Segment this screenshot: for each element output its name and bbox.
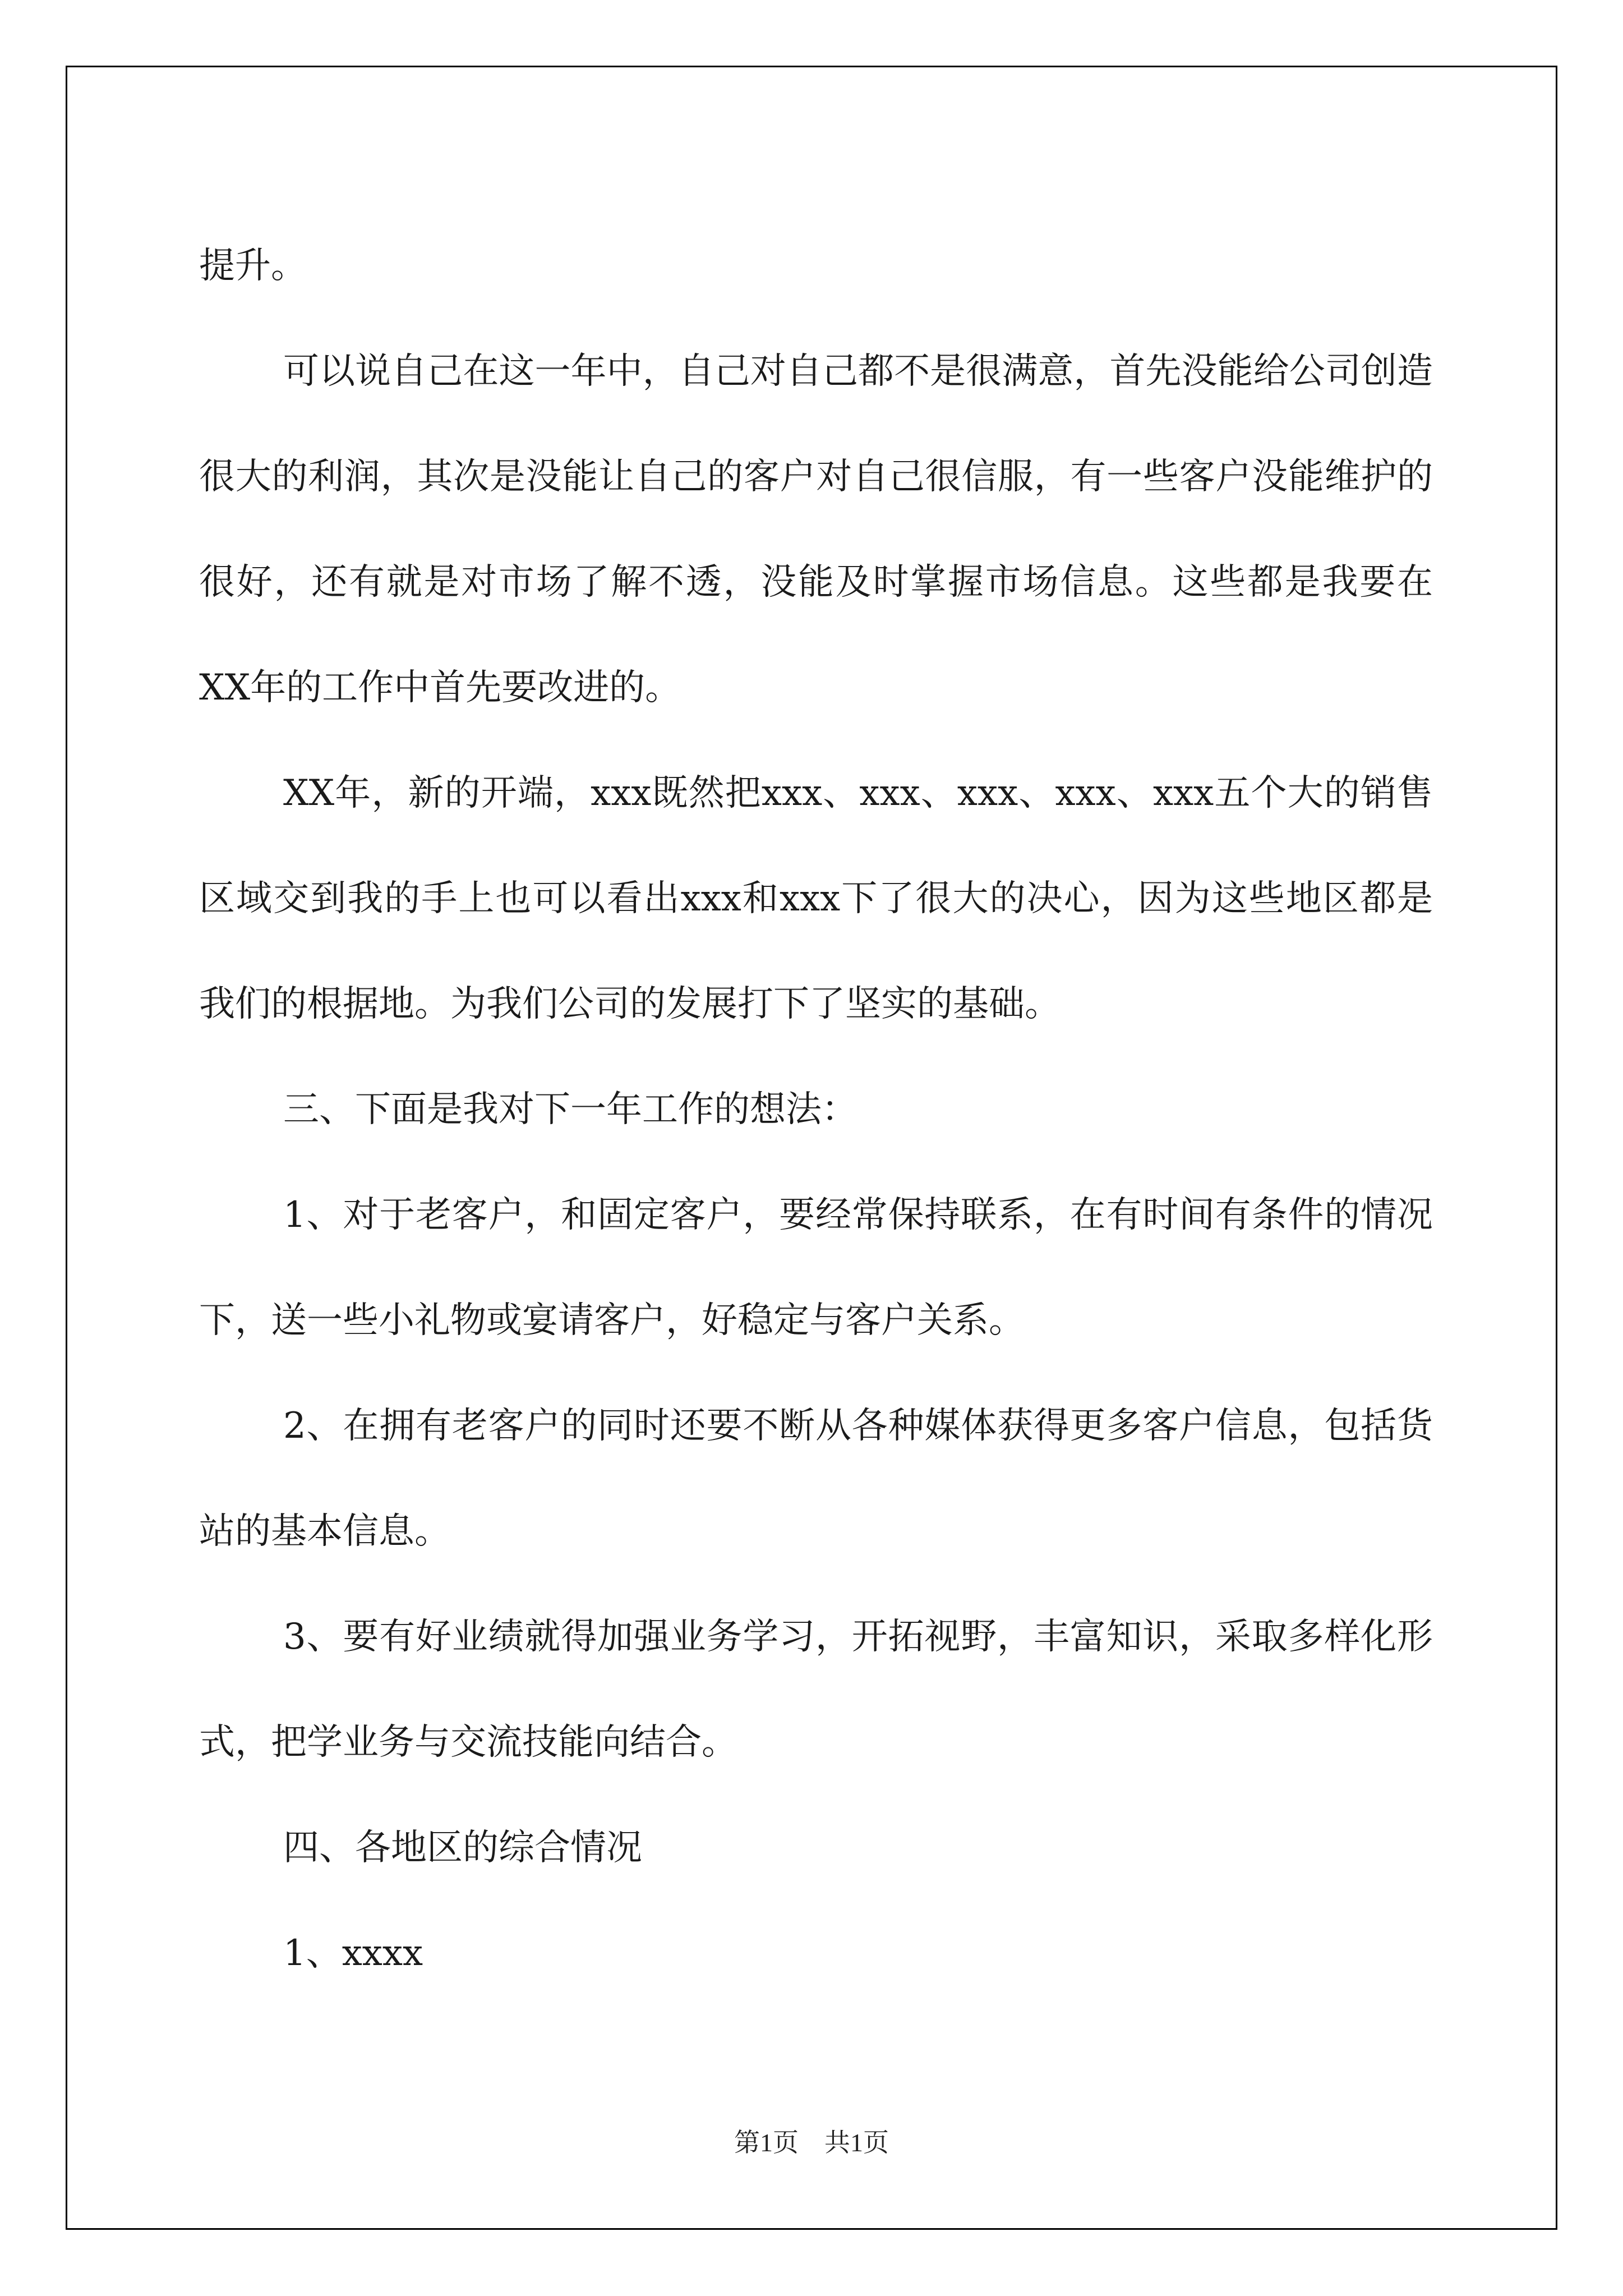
page-number: 第1页 xyxy=(734,2128,799,2157)
list-item-1: 1、对于老客户，和固定客户，要经常保持联系，在有时间有条件的情况下，送一些小礼物或宴请客户，好稳定与客户关系。 xyxy=(199,1194,1433,1341)
paragraph-new-start: XX年，新的开端，xxx既然把xxx、xxx、xxx、xxx、xxx五个大的销售区域交到我的手上也可以看出xxx和xxx下了很大的决心，因为这些地区都是我们的根据地。为我们公司的发展打下了坚实的基础。 xyxy=(199,772,1433,1025)
paragraph-self-assessment: 可以说自己在这一年中，自己对自己都不是很满意，首先没能给公司创造很大的利润，其次是没能让自己的客户对自己很信服，有一些客户没能维护的很好，还有就是对市场了解不透，没能及时掌握市场信息。这些都是我要在XX年的工作中首先要改进的。 xyxy=(199,351,1433,708)
list-item-2: 2、在拥有老客户的同时还要不断从各种媒体获得更多客户信息，包括货站的基本信息。 xyxy=(199,1405,1433,1552)
section-heading-regions: 四、各地区的综合情况 xyxy=(283,1827,642,1869)
list-item-3: 3、要有好业绩就得加强业务学习，开拓视野，丰富知识，采取多样化形式，把学业务与交流技能向结合。 xyxy=(199,1616,1433,1763)
page-footer xyxy=(0,2126,1623,2160)
document-body xyxy=(199,213,1433,2006)
section-heading-plans: 三、下面是我对下一年工作的想法： xyxy=(283,1089,857,1130)
region-item-1: 1、xxxx xyxy=(283,1932,423,1974)
page-total: 共1页 xyxy=(824,2128,889,2157)
paragraph-continuation: 提升。 xyxy=(199,245,307,287)
